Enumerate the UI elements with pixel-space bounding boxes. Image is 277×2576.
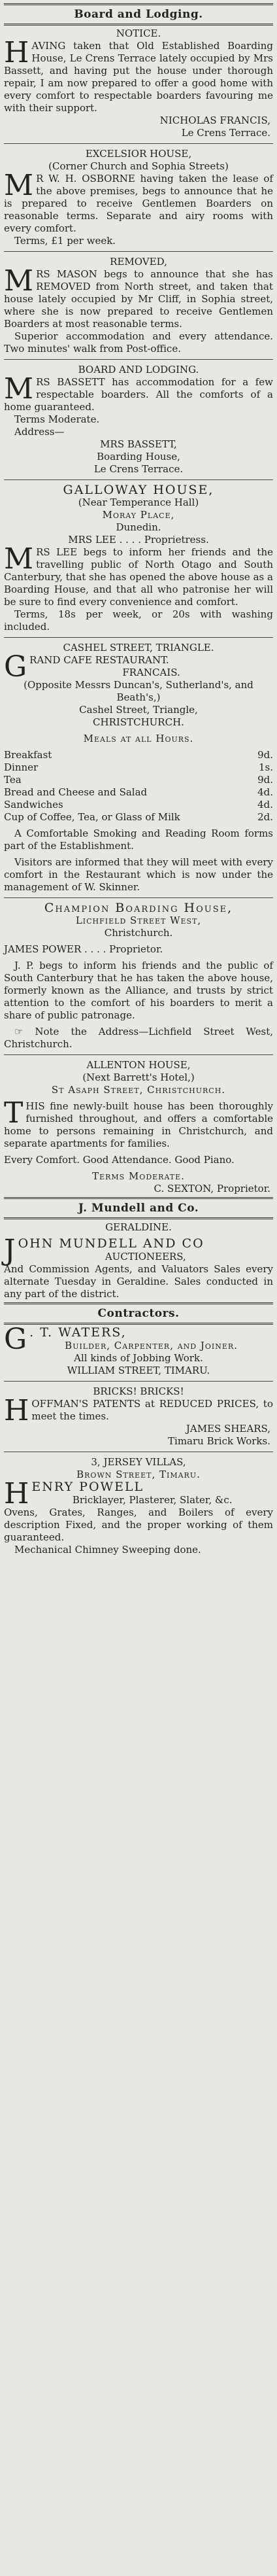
- bricks-name: JAMES SHEARS,: [186, 1423, 270, 1435]
- rule: [4, 359, 273, 360]
- cafe-name-2: FRANCAIS.: [122, 667, 180, 678]
- champion-body: J. P. begs to inform his friends and the public of South Canterbury that he has taken the above house, formerly known as the Alliance, and trusts by strict attention to the comfort of his boarders to merit a share of public patronage.: [4, 960, 273, 1021]
- contractor-address: WILLIAM STREET, TIMARU.: [67, 1365, 210, 1376]
- bricks-place: Timaru Brick Works.: [168, 1435, 270, 1447]
- galloway-body: RS LEE begs to inform her friends and the travelling public of North Otago and South Canterbury, that she has opened the above house as a Boarding House, and that all who patronise her will be sure to find every convenience and comfort.: [4, 546, 273, 608]
- powell-name: ENRY POWELL: [31, 1480, 144, 1494]
- contractor-trade: Builder, Carpenter, and Joiner.: [65, 1340, 238, 1351]
- top-rule: [4, 3, 273, 5]
- contractor-jobs: All kinds of Jobbing Work.: [74, 1352, 203, 1364]
- rule: [4, 251, 273, 252]
- cafe-smoking-room: A Comfortable Smoking and Reading Room forms part of the Establishment.: [4, 827, 273, 852]
- drop-cap: M: [4, 542, 34, 576]
- drop-cap: M: [4, 264, 34, 298]
- powell-trade: Bricklayer, Plasterer, Slater, &c.: [72, 1494, 233, 1506]
- bassett-line1: Boarding House,: [97, 451, 180, 462]
- rule: [4, 1054, 273, 1055]
- galloway-place: Moray Place,: [102, 509, 175, 521]
- excelsior-subtitle: (Corner Church and Sophia Streets): [48, 160, 229, 172]
- bassett-line2: Le Crens Terrace.: [93, 463, 184, 475]
- allenton-advert: [4, 1059, 273, 1195]
- mundell-body: And Commission Agents, and Valuators Sales every alternate Tuesday in Geraldine. Sales conducted in any part of the district.: [4, 1263, 273, 1300]
- bassett-title: BOARD AND LODGING.: [78, 364, 199, 375]
- allenton-comfort: Every Comfort. Good Attendance. Good Piano.: [4, 1154, 235, 1166]
- champion-proprietor: JAMES POWER . . . . Proprietor.: [4, 943, 163, 955]
- rule: [4, 24, 273, 26]
- menu-item: Tea 9d.: [4, 774, 273, 786]
- allenton-terms: Terms Moderate.: [92, 1170, 185, 1182]
- cafe-advert: [4, 642, 273, 894]
- section-title: Board and Lodging.: [74, 8, 203, 21]
- champion-street: Lichfield Street West,: [75, 914, 202, 926]
- drop-cap: H: [4, 1477, 29, 1510]
- powell-body-2: Mechanical Chimney Sweeping done.: [14, 1544, 201, 1556]
- galloway-town: Dunedin.: [116, 521, 161, 533]
- removed-advert: [4, 256, 273, 355]
- allenton-subtitle: (Next Barrett's Hotel,): [82, 1071, 195, 1083]
- drop-cap: J: [4, 1234, 16, 1267]
- bassett-address-label: Address—: [14, 426, 65, 438]
- menu-item: Breakfast 9d.: [4, 749, 273, 761]
- rule: [4, 1217, 273, 1219]
- drop-cap: G: [4, 650, 27, 684]
- champion-city: Christchurch.: [104, 927, 173, 939]
- bassett-name: MRS BASSETT,: [100, 438, 177, 450]
- champion-title: Champion Boarding House,: [44, 901, 233, 915]
- notice-signature: NICHOLAS FRANCIS,: [159, 114, 270, 126]
- rule: [4, 1197, 273, 1199]
- rule: [4, 1381, 273, 1382]
- powell-street: Brown Street, Timaru.: [76, 1469, 201, 1480]
- mundell-title: J. Mundell and Co.: [78, 1202, 199, 1215]
- removed-body-2: Superior accommodation and every attendance. Two minutes' walk from Post-office.: [4, 330, 273, 355]
- drop-cap: M: [4, 169, 34, 202]
- contractors-advert: [4, 1306, 273, 1377]
- notice-address: Le Crens Terrace.: [181, 127, 270, 139]
- removed-title: REMOVED,: [110, 256, 167, 268]
- excelsior-body: R W. H. OSBORNE having taken the lease of the above premises, begs to announce that he is prepared to receive Gentlemen Boarders on reasonable terms. Separate and airy rooms with every comfort.: [4, 173, 273, 234]
- menu-item: Cup of Coffee, Tea, or Glass of Milk 2d.: [4, 811, 273, 823]
- notice-advert: [4, 27, 273, 139]
- excelsior-advert: [4, 148, 273, 247]
- bassett-advert: [4, 364, 273, 476]
- cafe-location: Cashel Street, Triangle,: [79, 704, 198, 716]
- cafe-street-title: CASHEL STREET, TRIANGLE.: [63, 642, 214, 653]
- galloway-terms: Terms, 18s per week, or 20s with washing included.: [4, 608, 273, 633]
- menu-list: [4, 749, 273, 824]
- cafe-visitors: Visitors are informed that they will meet with every comfort in the Restaurant which is now under the management of W. Skinner.: [4, 856, 273, 893]
- menu-item: Dinner 1s.: [4, 761, 273, 773]
- drop-cap: G: [4, 1323, 27, 1356]
- rule: [4, 479, 273, 480]
- excelsior-title: EXCELSIOR HOUSE,: [85, 148, 192, 160]
- drop-cap: H: [4, 36, 29, 69]
- galloway-subtitle: (Near Temperance Hall): [78, 496, 199, 508]
- cafe-city: CHRISTCHURCH.: [93, 716, 184, 728]
- bricks-title: BRICKS! BRICKS!: [93, 1385, 184, 1397]
- champion-advert: [4, 902, 273, 1051]
- drop-cap: H: [4, 1394, 29, 1427]
- bricks-advert: [4, 1385, 273, 1448]
- allenton-title: ALLENTON HOUSE,: [86, 1059, 191, 1071]
- drop-cap: M: [4, 372, 34, 406]
- contractor-name: . T. WATERS,: [29, 1325, 127, 1340]
- mundell-role: AUCTIONEERS,: [105, 1251, 186, 1262]
- rule: [4, 1302, 273, 1304]
- powell-body: Ovens, Grates, Ranges, and Boilers of every description Fixed, and the proper working of them guaranteed.: [4, 1506, 273, 1543]
- excelsior-terms: Terms, £1 per week.: [14, 235, 116, 247]
- bassett-terms: Terms Moderate.: [14, 413, 100, 425]
- galloway-title: GALLOWAY HOUSE,: [63, 483, 214, 497]
- mundell-name: OHN MUNDELL AND CO: [18, 1236, 204, 1251]
- powell-advert: [4, 1456, 273, 1556]
- mundell-town: GERALDINE.: [105, 1221, 172, 1233]
- notice-body: AVING taken that Old Established Boarding House, Le Crens Terrace lately occupied by Mrs Bassett, and having put the house under thorough repair, I am now prepared to offer a good home with every comfort to respectable boarders favouring me with their support.: [4, 40, 273, 114]
- rule: [4, 637, 273, 638]
- cafe-opposite: (Opposite Messrs Duncan's, Sutherland's, and Beath's,): [24, 679, 253, 703]
- galloway-proprietress: MRS LEE . . . . Proprietress.: [68, 534, 209, 546]
- powell-title: 3, JERSEY VILLAS,: [91, 1456, 186, 1468]
- removed-body: RS MASON begs to announce that she has REMOVED from North street, and taken that house lately occupied by Mr Cliff, in Sophia street, where she is now prepared to receive Gentlemen Boarders at most reasonable terms.: [4, 268, 273, 330]
- rule: [4, 1323, 273, 1325]
- rule: [4, 143, 273, 144]
- mundell-advert: [4, 1201, 273, 1300]
- bassett-body: RS BASSETT has accommodation for a few respectable boarders. All the comforts of a home guaranteed.: [4, 376, 273, 413]
- cafe-name: RAND CAFE RESTAURANT.: [29, 654, 169, 666]
- champion-note: ☞ Note the Address—Lichfield Street West, Christchurch.: [4, 1026, 273, 1050]
- allenton-street: St Asaph Street, Christchurch.: [51, 1084, 226, 1096]
- contractors-title: Contractors.: [97, 1307, 180, 1320]
- menu-item: Bread and Cheese and Salad 4d.: [4, 786, 273, 798]
- notice-title: NOTICE.: [116, 27, 161, 39]
- meals-heading: Meals at all Hours.: [83, 733, 194, 744]
- galloway-advert: [4, 484, 273, 633]
- allenton-body: HIS fine newly-built house has been thoroughly furnished throughout, and offers a comfortable home to persons remaining in Christchurch, and separate apartments for families.: [4, 1100, 273, 1149]
- allenton-proprietor: C. SEXTON, Proprietor.: [154, 1183, 270, 1194]
- rule: [4, 897, 273, 898]
- menu-item: Sandwiches 4d.: [4, 799, 273, 810]
- drop-cap: T: [4, 1096, 24, 1130]
- bricks-body: OFFMAN'S PATENTS at REDUCED PRICES, to meet the times.: [31, 1398, 273, 1422]
